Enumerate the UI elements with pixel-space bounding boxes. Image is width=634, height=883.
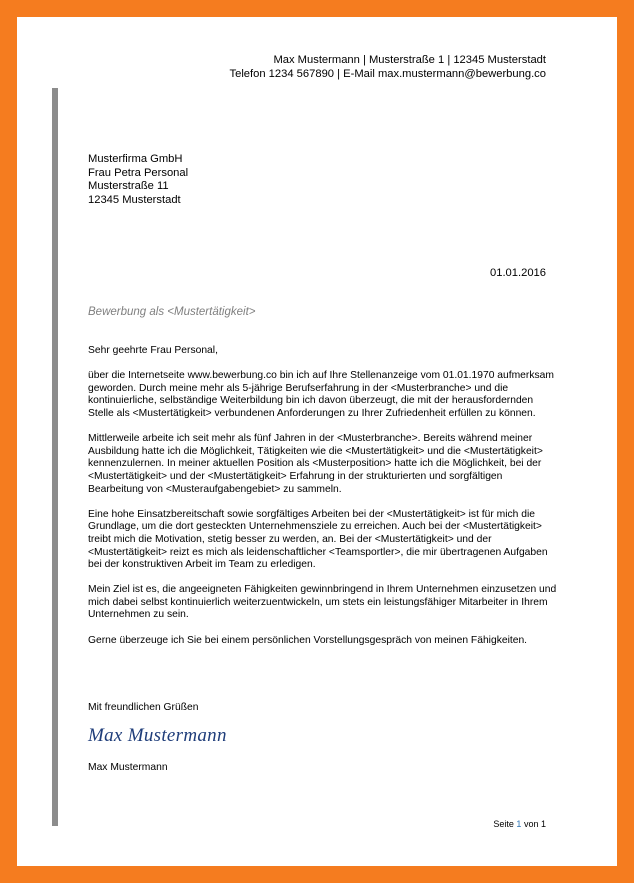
body-paragraph: Mittlerweile arbeite ich seit mehr als fünf Jahren in der <Musterbranche>. Bereits während meiner Ausbildung hatte ich die Möglichkeit, Tätigkeiten wie die <Mustertätigkeit> und die <Mustertätigkeit> kennenzulernen. In meiner aktuellen Position als <Musterposition> hatte ich die Möglichkeit, bei der <Mustertätigkeit> und der <Mustertätigkeit> Erfahrung in der strukturierten und sorgfältigen Bearbeitung von <Musteraufgabengebiet> zu sammeln. — [88, 433, 543, 495]
sender-address-line: Max Mustermann | Musterstraße 1 | 12345 Musterstadt — [273, 54, 546, 66]
letter-page — [17, 17, 617, 866]
handwritten-signature: Max Mustermann — [88, 725, 227, 746]
page-total: 1 — [540, 819, 546, 829]
of-label: von — [523, 819, 539, 829]
body-paragraph: Mein Ziel ist es, die angeeigneten Fähigkeiten gewinnbringend in Ihrem Unternehmen einzusetzen und mich dabei selbst kontinuierlich weiterzuentwickeln, um stets ein leistungsfähiger Mitarbeiter in Ihrem Unternehmen zu sein. — [88, 584, 557, 621]
recipient-street: Musterstraße 11 — [88, 180, 169, 192]
letter-body — [88, 345, 558, 660]
page-current: 1 — [516, 819, 522, 829]
recipient-city: 12345 Musterstadt — [88, 193, 181, 206]
page-label: Seite — [493, 819, 514, 829]
sender-header — [230, 53, 547, 81]
page-footer — [493, 819, 546, 829]
closing-phrase: Mit freundlichen Grüßen — [88, 702, 199, 713]
body-paragraph: Eine hohe Einsatzbereitschaft sowie sorgfältiges Arbeiten bei der <Mustertätigkeit> ist für mich die Grundlage, um die dort gesteckten Unternehmensziele zu erreichen. Auch bei der <Mustertätigkeit> treibt mich die Motivation, stetig besser zu werden, an. Bei der <Mustertätigkeit> und der <Mustertätigkeit> reizt es mich als leidenschaftlicher <Teamsportler>, die mir übertragenen Aufgaben bei der konstruktiven Arbeit im Team zu erledigen. — [88, 508, 548, 571]
letter-date: 01.01.2016 — [490, 267, 546, 279]
sender-contact-line: Telefon 1234 567890 | E-Mail max.mustermann@bewerbung.co — [229, 68, 546, 80]
recipient-company: Musterfirma GmbH — [88, 153, 183, 165]
salutation: Sehr geehrte Frau Personal, — [88, 345, 218, 356]
letter-subject: Bewerbung als <Mustertätigkeit> — [88, 306, 256, 318]
recipient-address — [88, 153, 188, 207]
decorative-side-bar — [52, 88, 58, 826]
body-paragraph: Gerne überzeuge ich Sie bei einem persönlichen Vorstellungsgespräch von meinen Fähigkeiten. — [88, 634, 528, 646]
body-paragraph: über die Internetseite www.bewerbung.co bin ich auf Ihre Stellenanzeige vom 01.01.1970 aufmerksam geworden. Durch meine mehr als 5-jährige Berufserfahrung in der <Musterbranche> und die kontinuierliche, selbständige Weiterbildung bin ich davon überzeugt, die mit der herausfordernden Stelle als <Mustertätigkeit> verbundenen Anforderungen zu Ihrer Zufriedenheit erfüllen zu können. — [88, 370, 554, 419]
printed-name: Max Mustermann — [88, 762, 168, 773]
recipient-person: Frau Petra Personal — [88, 166, 189, 179]
